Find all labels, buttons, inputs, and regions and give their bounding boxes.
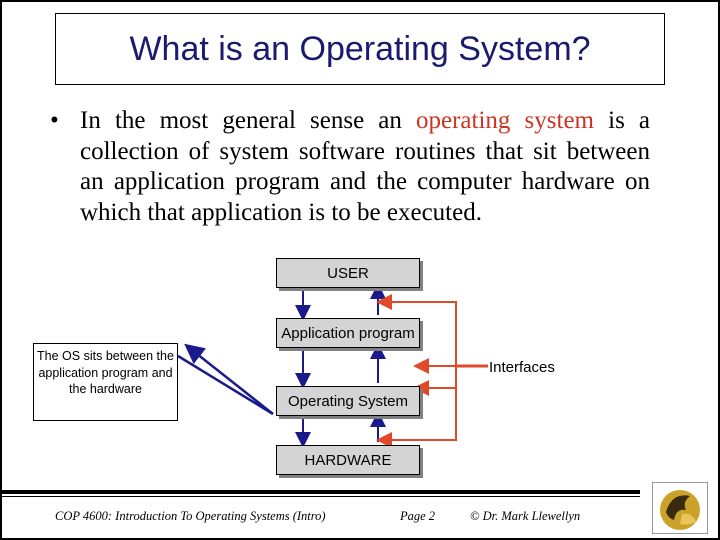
bullet-dot-icon: • — [50, 107, 59, 134]
university-logo-icon — [652, 482, 708, 534]
box-user — [276, 258, 420, 288]
box-application-label: Application program — [281, 324, 415, 342]
footer-rule-thick — [0, 490, 640, 494]
os-note-box — [33, 343, 178, 421]
footer-author: © Dr. Mark Llewellyn — [470, 509, 581, 523]
bullet-text-pre: In the most general sense an — [80, 107, 417, 134]
arrow-note-pointer — [178, 356, 273, 414]
box-hardware — [276, 445, 420, 475]
box-hardware-label: HARDWARE — [304, 451, 392, 469]
box-application — [276, 318, 420, 348]
bullet-text-post: is a collection of system software routines that sit between an application program and the computer hardware on which that application is to be executed. — [80, 107, 651, 226]
slide-title-text: What is an Operating System? — [129, 29, 591, 68]
os-note-text: The OS sits between the application program and the hardware — [37, 349, 174, 396]
footer-rule-thin — [0, 496, 640, 497]
box-operating-system — [276, 386, 420, 416]
arrow-note-head — [192, 350, 273, 414]
footer-course: COP 4600: Introduction To Operating Systems (Intro) — [55, 509, 326, 523]
bullet-highlight: operating system — [416, 107, 594, 134]
footer-page: Page 2 — [400, 509, 436, 523]
interfaces-label: Interfaces — [489, 359, 555, 376]
box-os-label: Operating System — [287, 392, 409, 410]
box-user-label: USER — [327, 264, 369, 282]
